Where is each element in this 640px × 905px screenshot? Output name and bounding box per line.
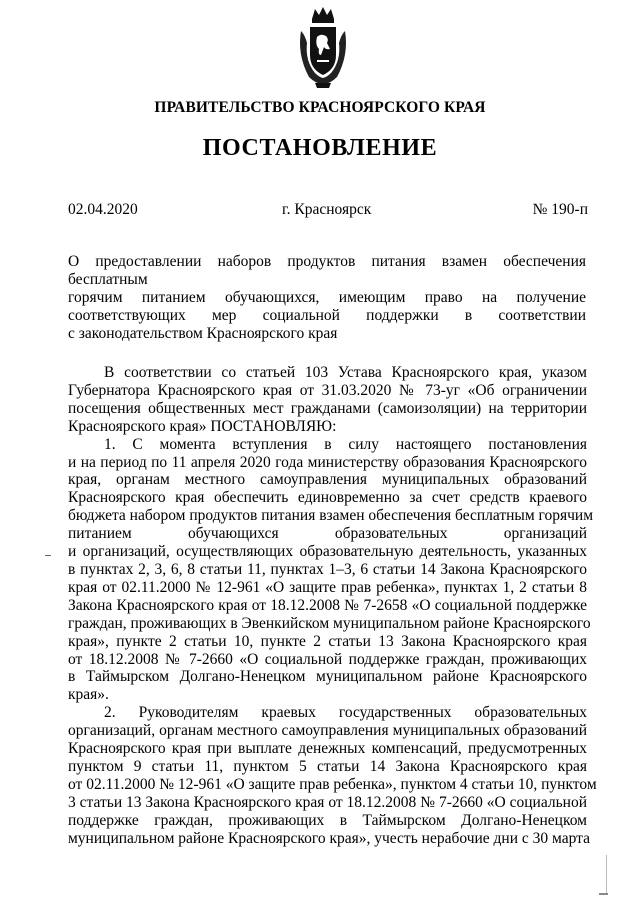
krasnoyarsk-coat-of-arms-icon	[295, 5, 351, 89]
subject-line: горячим питанием обучающихся, имеющим право на получение	[68, 289, 586, 306]
body-line: в Таймырском Долгано-Ненецком муниципальном районе Красноярского	[68, 668, 587, 686]
document-type-title: ПОСТАНОВЛЕНИЕ	[202, 135, 438, 161]
body-line: 1. С момента вступления в силу настоящего постановления	[104, 435, 587, 453]
document-meta-row	[68, 201, 588, 221]
body-line: в пунктах 2, 3, 6, 8 статьи 11, пунктах 1–3, 6 статьи 14 Закона Красноярского	[68, 560, 587, 578]
body-line: Красноярского края обеспечить единовременно за счет средств краевого	[68, 489, 587, 507]
scan-edge-line	[606, 855, 607, 895]
subject-line: О предоставлении наборов продуктов питания взамен обеспечения бесплатным	[68, 253, 586, 288]
body-line: 2. Руководителям краевых государственных образовательных	[104, 704, 587, 722]
body-line: и организаций, осуществляющих образовательную деятельность, указанных	[68, 543, 587, 561]
body-line: 3 статьи 13 Закона Красноярского края от 18.12.2008 № 7-2660 «О социальной	[68, 793, 587, 811]
body-line: бюджета набором продуктов питания взамен обеспечения бесплатным горячим	[68, 507, 594, 525]
document-body	[68, 364, 597, 847]
body-line: края».	[68, 686, 109, 704]
margin-mark	[45, 555, 51, 556]
body-line: Закона Красноярского края от 18.12.2008 № 7-2658 «О социальной поддержке	[68, 596, 587, 614]
body-line: Красноярского края» ПОСТАНОВЛЯЮ:	[68, 417, 337, 435]
body-line: края, органам местного самоуправления муниципальных образований	[68, 471, 587, 489]
body-line: питанием обучающихся образовательных организаций	[68, 525, 587, 543]
document-date: 02.04.2020	[68, 201, 138, 218]
body-line: В соответствии со статьей 103 Устава Красноярского края, указом	[104, 364, 587, 381]
body-line: и на период по 11 апреля 2020 года министерству образования Красноярского	[68, 453, 587, 471]
subject-line: с законодательством Красноярского края	[68, 325, 338, 342]
body-line: от 02.11.2000 № 12-961 «О защите прав ребенка», пунктом 4 статьи 10, пунктом	[68, 775, 597, 793]
body-line: организаций, органам местного самоуправления муниципальных образований	[68, 722, 587, 740]
body-line: пунктом 9 статьи 11, пунктом 5 статьи 14 Закона Красноярского края	[68, 757, 587, 775]
body-line: края», пункте 2 статьи 10, пункте 2 статьи 13 Закона Красноярского края	[68, 632, 587, 650]
body-line: посещения общественных мест гражданами (самоизоляции) на территории	[68, 399, 587, 417]
body-line: от 18.12.2008 № 7-2660 «О социальной поддержке граждан, проживающих	[68, 650, 587, 668]
document-subject	[68, 253, 586, 343]
subject-line: соответствующих мер социальной поддержки в соответствии	[68, 307, 586, 324]
body-line: поддержке граждан, проживающих в Таймырском Долгано-Ненецком	[68, 811, 587, 829]
body-line: граждан, проживающих в Эвенкийском муниципальном районе Красноярского	[68, 614, 591, 632]
body-line: муниципальном районе Красноярского края», учесть нерабочие дни с 30 марта	[68, 829, 590, 847]
document-number: № 190-п	[532, 201, 588, 218]
document-city: г. Красноярск	[282, 201, 372, 218]
government-title: ПРАВИТЕЛЬСТВО КРАСНОЯРСКОГО КРАЯ	[154, 99, 486, 116]
body-line: Губернатора Красноярского края от 31.03.2020 № 73-уг «Об ограничении	[68, 381, 587, 399]
body-line: края от 02.11.2000 № 12-961 «О защите прав ребенка», пунктах 1, 2 статьи 8	[68, 578, 587, 596]
body-line: Красноярского края при выплате денежных компенсаций, предусмотренных	[68, 740, 587, 758]
scan-corner-mark	[599, 893, 608, 895]
